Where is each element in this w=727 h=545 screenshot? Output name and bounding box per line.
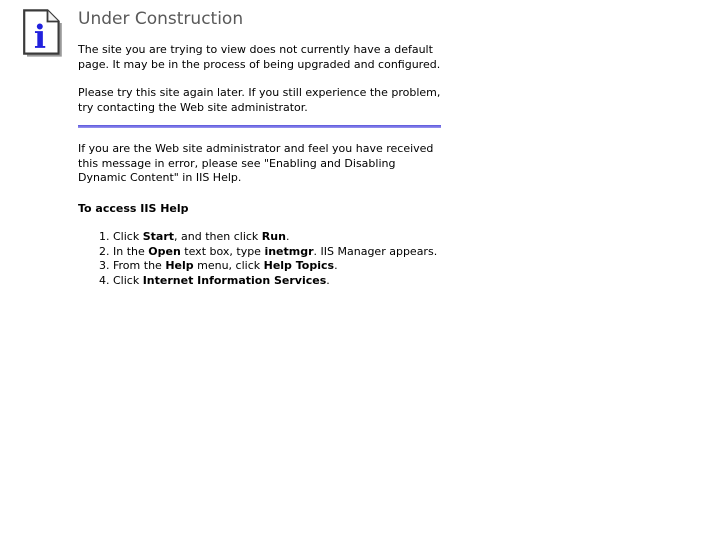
step-bold-term: Help Topics — [263, 259, 335, 273]
step-text: , and then click — [174, 230, 262, 244]
step-text: . — [326, 273, 330, 287]
step-bold-term: Start — [142, 230, 175, 244]
list-item — [113, 274, 441, 289]
step-bold-term: Run — [261, 230, 286, 244]
section-divider — [78, 125, 441, 128]
list-item — [113, 259, 441, 274]
step-text: . IIS Manager appears. — [313, 244, 438, 258]
step-text: text box, type — [180, 244, 265, 258]
step-bold-term: inetmgr — [264, 244, 314, 258]
page-content — [78, 0, 441, 288]
step-text: . — [334, 259, 338, 273]
info-document-icon — [22, 9, 62, 57]
page-title: Under Construction — [78, 9, 244, 29]
list-item — [113, 245, 441, 260]
info-document-icon-svg — [22, 9, 62, 57]
step-text: menu, click — [193, 259, 264, 273]
step-text: Click — [113, 230, 143, 244]
info-glyph: i — [33, 17, 47, 56]
list-item — [113, 230, 441, 245]
iis-help-heading: To access IIS Help — [78, 201, 189, 215]
step-text: . — [285, 230, 290, 244]
iis-help-steps — [78, 230, 441, 288]
intro-paragraph-1: The site you are trying to view does not currently have a default page. It may be in the process of being upgraded and configured. — [78, 43, 441, 71]
step-text: In the — [113, 244, 149, 258]
intro-paragraph-2: Please try this site again later. If you still experience the problem, try contacting the Web site administrator. — [78, 86, 441, 114]
step-bold-term: Help — [165, 259, 194, 273]
step-bold-term: Internet Information Services — [142, 273, 327, 287]
admin-note-paragraph: If you are the Web site administrator and feel you have received this message in error, please see "Enabling and Disabling Dynamic Content" in IIS Help. — [78, 142, 434, 185]
step-bold-term: Open — [148, 244, 181, 258]
step-text: From the — [113, 259, 166, 273]
step-text: Click — [113, 273, 143, 287]
